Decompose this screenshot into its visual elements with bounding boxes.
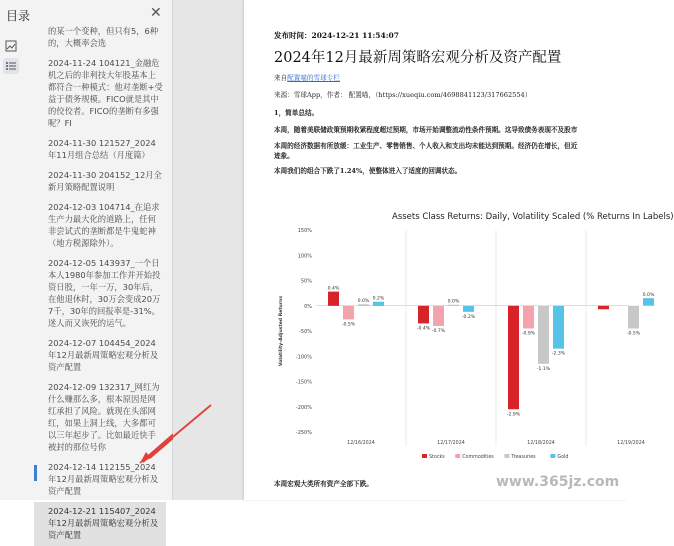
paragraph: 本周，随着美联储政策预期收紧程度超过预期，市场开始调整流动性条件预期。这导致债务表现不及股市 xyxy=(274,126,578,134)
bar-gold xyxy=(463,306,474,312)
toc-item[interactable]: 2024-12-09 132317_网红为什么赚那么多，根本原因是网红承担了风险。就现在头部网红，如果上洞上线，大多都可以三年起步了。比如最近快手被封的那位号你 xyxy=(48,382,160,452)
y-axis-label: Volatility-Adjusted Returns xyxy=(279,295,284,367)
y-tick-label: 0% xyxy=(304,303,312,310)
bar-treasuries xyxy=(538,306,549,364)
legend-label: Treasuries xyxy=(511,455,536,460)
legend-label: Gold xyxy=(557,455,569,460)
watermark: www.365jz.com xyxy=(496,474,620,490)
legend-label: Commodities xyxy=(462,455,494,460)
bar-data-label: -0.7% xyxy=(431,328,446,334)
bar-gold xyxy=(643,298,654,306)
x-tick-label: 12/16/2024 xyxy=(347,441,375,446)
bar-treasuries xyxy=(628,306,639,329)
bar-treasuries xyxy=(448,305,459,306)
bar-stocks xyxy=(418,306,429,324)
legend-swatch xyxy=(422,454,427,458)
returns-chart xyxy=(274,206,674,476)
x-tick-label: 12/19/2024 xyxy=(617,441,645,446)
toc-item[interactable]: 2024-11-24 104121_金融危机之后的非利技大年股基本上都符合一种模式：他对垄断+受益于债务规模。FICO就是其中的佼佼者。FICO的垄断有多强呢？FI xyxy=(48,58,163,128)
bar-data-label: -2.3% xyxy=(551,351,566,357)
y-tick-label: -100% xyxy=(295,354,312,361)
bar-commodities xyxy=(433,306,444,326)
toc-item[interactable]: 2024-12-14 112155_2024年12月最新周策略宏观分析及资产配置 xyxy=(48,462,159,496)
legend-swatch xyxy=(504,454,509,458)
y-tick-label: 50% xyxy=(300,278,312,285)
toc-title: 目录 xyxy=(6,9,31,23)
y-tick-label: -150% xyxy=(295,379,312,386)
legend-label: Stocks xyxy=(429,455,445,460)
bar-data-label: -0.5% xyxy=(626,331,641,337)
paragraph: 本周宏观大类所有资产全部下跌。 xyxy=(274,480,373,488)
toc-item[interactable]: 2024-11-30 121527_2024年11月组合总结（月度篇） xyxy=(48,138,156,160)
bar-data-label: -0.2% xyxy=(461,314,476,320)
bar-data-label: 0.4% xyxy=(327,286,340,292)
annotation-arrow-tail xyxy=(173,0,244,500)
annotation-arrow xyxy=(0,0,172,500)
document-page xyxy=(244,0,674,500)
bar-stocks xyxy=(598,306,609,310)
bar-data-label: -0.5% xyxy=(341,322,356,328)
toc-item[interactable]: 2024-11-30 204152_12月全新月策略配置说明 xyxy=(48,170,162,192)
bar-commodities xyxy=(523,306,534,329)
y-tick-label: -50% xyxy=(299,329,312,335)
legend-swatch xyxy=(550,454,555,458)
bar-data-label: -1.1% xyxy=(536,366,551,372)
toc-item-active[interactable]: 2024-12-21 115407_2024年12月最新周策略宏观分析及资产配置 xyxy=(34,502,166,546)
toc-item[interactable]: 的某一个变种，但只有5，6种的，大概率会选 xyxy=(48,26,159,48)
toc-item[interactable]: 2024-12-03 104714_在追求生产力最大化的道路上，任何非尝试式的垄断都是牛鬼蛇神（地方税源除外）。 xyxy=(48,202,160,248)
bar-stocks xyxy=(328,292,339,306)
x-tick-label: 12/17/2024 xyxy=(437,441,465,446)
bar-data-label: -0.9% xyxy=(521,331,536,337)
toc-item[interactable]: 2024-12-07 104454_2024年12月最新周策略宏观分析及资产配置 xyxy=(48,338,159,372)
bar-data-label: 0.0% xyxy=(447,299,460,305)
source-prefix: 来自 xyxy=(274,74,288,82)
toc-panel xyxy=(0,0,173,540)
paragraph: 本周的经济数据有所放缓：工业生产、零售销售、个人收入和支出均未能达到预期。经济仍在增长，但近 xyxy=(274,142,578,150)
toc-item[interactable]: 2024-12-05 143937_一个日本人1980年参加工作并开始投资日股，一年一万，30年后，在他退休时，30万会变成20万7千，30年的回报率是-31%。迷人而又诙死的运气。 xyxy=(48,258,161,328)
x-tick-label: 12/18/2024 xyxy=(527,441,555,446)
y-tick-label: -250% xyxy=(295,430,312,436)
bar-treasuries xyxy=(358,304,369,306)
bar-data-label: 0.0% xyxy=(642,293,655,299)
bar-data-label: 0.2% xyxy=(372,296,385,302)
chart-title: Assets Class Returns: Daily, Volatility Scaled (% Returns In Labels) xyxy=(392,212,674,222)
chart-svg xyxy=(274,206,655,471)
legend-swatch xyxy=(455,454,460,458)
paragraph: 本周我们的组合下跌了1.24%，使整体进入了适度的回调状态。 xyxy=(274,167,462,175)
bar-data-label: 0.0% xyxy=(357,299,370,305)
y-tick-label: 100% xyxy=(297,253,312,260)
column-link[interactable]: 配置喵的雪球专栏 xyxy=(287,74,340,82)
bar-gold xyxy=(553,306,564,349)
bar-commodities xyxy=(343,306,354,320)
close-icon[interactable]: ✕ xyxy=(150,5,162,21)
viewer-background xyxy=(173,0,244,500)
source-info: 来源：雪球App，作者： 配置喵，（https://xueqiu.com/4698841123/317662554） xyxy=(274,91,532,99)
bar-data-label: -2.9% xyxy=(506,412,521,418)
paragraph: 迹象。 xyxy=(274,152,294,160)
y-tick-label: 150% xyxy=(297,228,312,234)
document-title: 2024年12月最新周策略宏观分析及资产配置 xyxy=(274,50,562,66)
bar-stocks xyxy=(508,306,519,410)
y-tick-label: -200% xyxy=(295,404,312,411)
bar-gold xyxy=(373,302,384,306)
source-line xyxy=(274,73,340,83)
bar-data-label: -0.4% xyxy=(416,326,431,332)
section-heading: 1，简单总结。 xyxy=(274,109,319,117)
publish-time: 发布时间：2024-12-21 11:54:07 xyxy=(274,31,399,40)
